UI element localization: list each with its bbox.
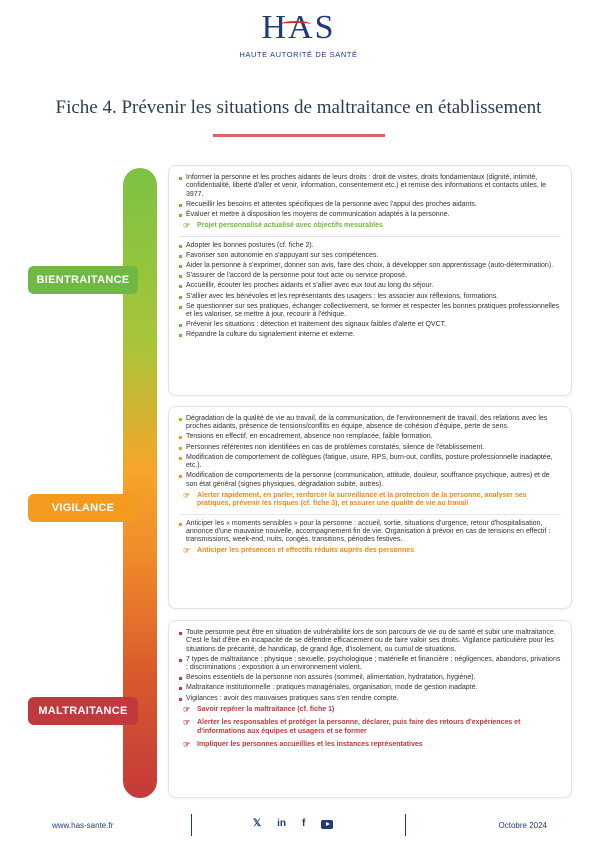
logo-subtitle: HAUTE AUTORITÉ DE SANTÉ [239, 50, 358, 59]
divider [179, 236, 561, 237]
list-item: Modification de comportements de la personne (communication, attitude, douleur, souffrance psychique, autres) et de son état général (signes physiques, dégradation subite, autres). [179, 472, 561, 489]
publication-date: Octobre 2024 [498, 821, 547, 830]
vigilance-list-1 [179, 415, 561, 489]
list-item: S'assurer de l'accord de la personne pour tout acte ou service proposé. [179, 272, 561, 280]
youtube-icon[interactable] [321, 820, 333, 829]
vigilance-card [168, 406, 572, 609]
action-text: Savoir repérer la maltraitance (cf. fiche 1) [197, 705, 335, 713]
website-link[interactable]: www.has-sante.fr [52, 821, 114, 830]
pointing-hand-icon: ☞ [183, 546, 191, 556]
list-item: Tensions en effectif, en encadrement, absence non remplacée, faible formation. [179, 433, 561, 441]
title-underline [213, 134, 385, 137]
pointing-hand-icon: ☞ [183, 739, 191, 749]
action-text: Alerter rapidement, en parler, renforcer la surveillance et la protection de la personne, analyser ses pratiques, prévenir les risques (cf. fiche 3), et assurer une qualité de vie au travail [197, 491, 527, 508]
maltraitance-card [168, 620, 572, 798]
pointing-hand-icon: ☞ [183, 490, 191, 500]
list-item: S'allier avec les bénévoles et les représentants des usagers : les associer aux réflexions, formations. [179, 293, 561, 301]
logo-swoosh-icon [281, 21, 311, 27]
x-icon[interactable]: 𝕏 [253, 818, 262, 829]
list-item: Adopter les bonnes postures (cf. fiche 2). [179, 242, 561, 250]
facebook-icon[interactable]: f [301, 818, 306, 829]
bientraitance-card [168, 165, 572, 396]
logo-mark [261, 10, 335, 46]
list-item: Aider la personne à s'exprimer, donner son avis, faire des choix, à développer son apprentissage (auto-détermination). [179, 262, 561, 270]
list-item: Recueillir les besoins et attentes spécifiques de la personne avec l'appui des proches aidants. [179, 201, 561, 209]
action-text: Alerter les responsables et protéger la personne, déclarer, puis faire des retours d'expériences et d'informations aux équipes et usagers et se former [197, 719, 521, 735]
bientraitance-list-2 [179, 242, 561, 340]
list-item: 7 types de maltraitance : physique ; sexuelle, psychologique ; matérielle et financière ; négligences, abandons, privations ; discriminations ; exposition à un environnement violent. [179, 656, 561, 673]
list-item: Informer la personne et les proches aidants de leurs droits : droit de visites, droits fondamentaux (dignité, intimité, confidentialité, liberté d'aller et venir, information, consentement etc.) et remise des informations et contacts utiles, le 3977. [179, 174, 561, 199]
list-item: Besoins essentiels de la personne non assurés (sommeil, alimentation, hydratation, hygiène). [179, 674, 561, 682]
maltraitance-action-1 [183, 706, 561, 714]
list-item: Vigilances : avoir des mauvaises pratiques sans s'en rendre compte. [179, 695, 561, 703]
list-item: Se questionner sur ses pratiques, échanger collectivement, se former et respecter les bonnes pratiques professionnelles et les valoriser, se mettre à jour, recourir à l'éthique. [179, 303, 561, 320]
maltraitance-list-1 [179, 629, 561, 703]
social-links [253, 818, 333, 830]
list-item: Personnes référentes non identifiées en cas de problèmes constatés, silence de l'établissement. [179, 444, 561, 452]
level-badge-bientraitance: BIENTRAITANCE [28, 266, 138, 294]
list-item: Évaluer et mettre à disposition les moyens de communication adaptés à la personne. [179, 211, 561, 219]
footer-divider [191, 814, 192, 836]
bientraitance-list-1 [179, 174, 561, 219]
linkedin-icon[interactable]: in [277, 818, 286, 829]
list-item: Prévenir les situations : détection et traitement des signaux faibles d'alerte et QVCT. [179, 321, 561, 329]
vigilance-action-2 [183, 547, 561, 555]
level-badge-vigilance: VIGILANCE [28, 494, 138, 522]
action-text: Anticiper les présences et effectifs réduits auprès des personnes [197, 547, 415, 555]
list-item: Favoriser son autonomie en s'appuyant sur ses compétences. [179, 252, 561, 260]
maltraitance-action-2 [183, 719, 561, 736]
footer-divider [405, 814, 406, 836]
divider [179, 514, 561, 515]
maltraitance-action-3 [183, 741, 561, 749]
logo-text: HAS [261, 9, 336, 46]
pointing-hand-icon: ☞ [183, 704, 191, 714]
vigilance-action-1 [183, 492, 561, 509]
list-item: Répandre la culture du signalement interne et externe. [179, 331, 561, 339]
list-item: Dégradation de la qualité de vie au travail, de la communication, de l'environnement de travail, des relations avec les proches aidants, présence de tensions/conflits en équipe, absence de cohésion d'équipe, perte de sens. [179, 415, 561, 432]
pointing-hand-icon: ☞ [183, 221, 191, 231]
page-footer [0, 812, 597, 842]
has-logo [0, 10, 597, 59]
action-text: Projet personnalisé actualisé avec objectifs mesurables [197, 222, 383, 230]
vigilance-list-2 [179, 520, 561, 545]
list-item: Accueillir, écouter les proches aidants et s'allier avec eux tout au long du séjour. [179, 282, 561, 290]
bientraitance-action-1 [183, 222, 561, 230]
list-item: Toute personne peut être en situation de vulnérabilité lors de son parcours de vie ou de santé et subir une maltraitance. C'est le fait d'être en incapacité de se défendre efficacement ou de faire valoir ses droits. Vigilance particulière pour les situations de précarité, de handicap, de grand âge, d'isolement, ou cumul de situations. [179, 629, 561, 654]
list-item: Modification de comportement de collègues (fatigue, usure, RPS, burn-out, conflits, posture professionnelle inadaptée, etc.). [179, 454, 561, 471]
page-title: Fiche 4. Prévenir les situations de maltraitance en établissement [55, 97, 542, 118]
action-text: Impliquer les personnes accueillies et les instances représentatives [197, 740, 423, 748]
list-item: Maltraitance institutionnelle : pratiques managériales, organisation, mode de gestion inadapté. [179, 684, 561, 692]
list-item: Anticiper les « moments sensibles » pour la personne : accueil, sortie, situations d'urgence, retour d'hospitalisation, annonce d'une mauvaise nouvelle, accompagnement fin de vie. Organisation à prévoir en cas de tensions en effectif : transmissions, week-end, nuits, congés, transitions, périodes festives. [179, 520, 561, 545]
pointing-hand-icon: ☞ [183, 718, 191, 728]
level-badge-maltraitance: MALTRAITANCE [28, 697, 138, 725]
